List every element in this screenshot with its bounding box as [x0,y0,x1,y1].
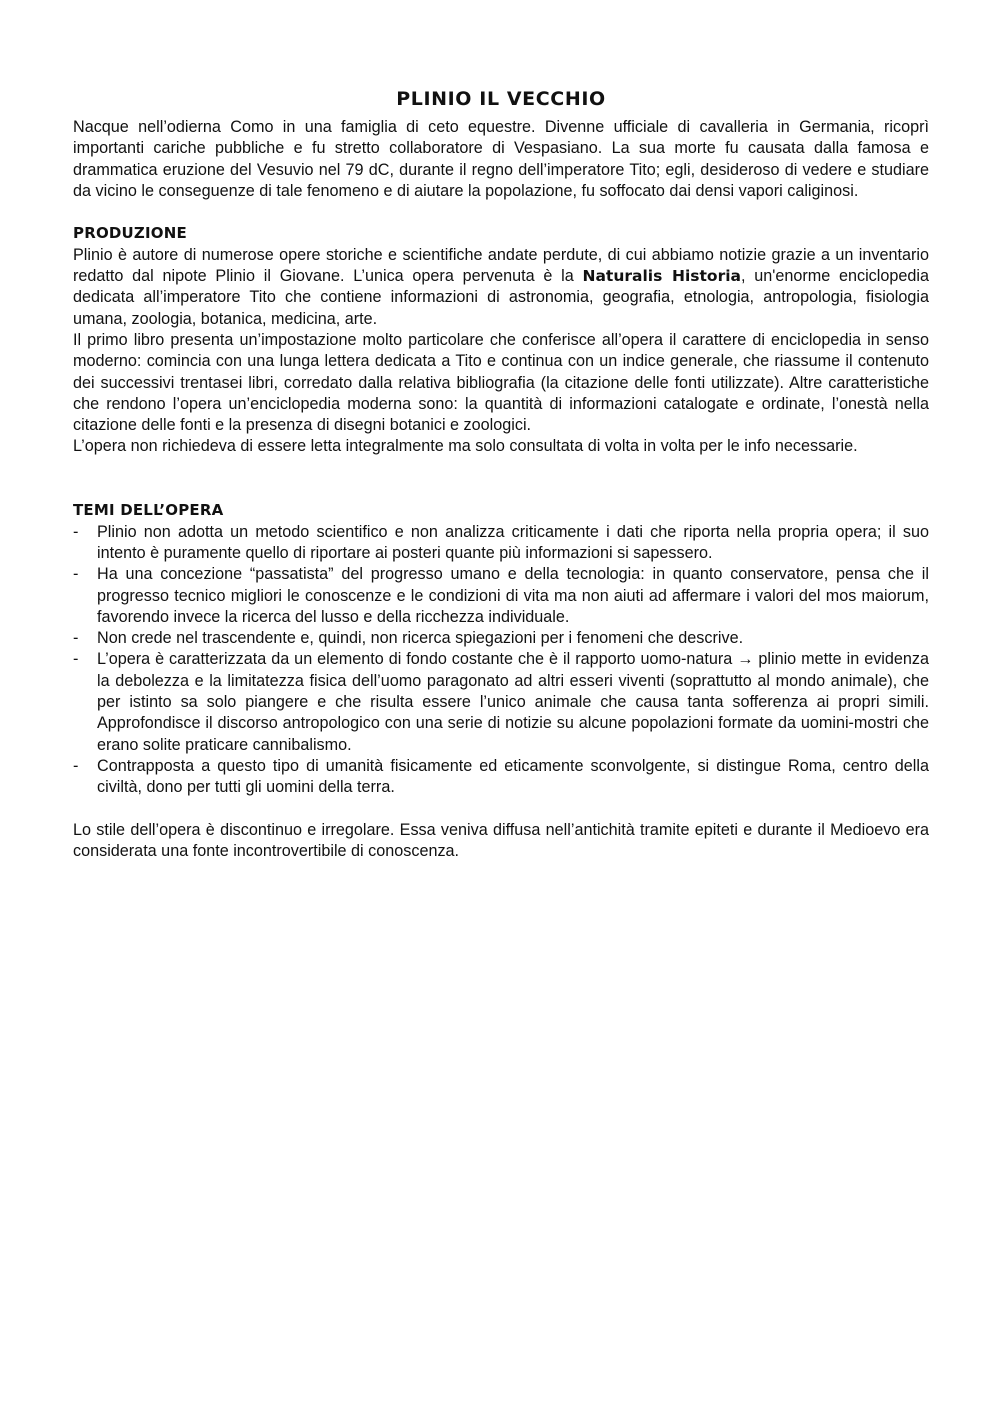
conclusion-paragraph: Lo stile dell’opera è discontinuo e irregolare. Essa veniva diffusa nell’antichità tramite epiteti e durante il Medioevo era considerata una fonte incontrovertibile di conoscenza. [73,820,929,861]
intro-paragraph: Nacque nell’odierna Como in una famiglia di ceto equestre. Divenne ufficiale di cavalleria in Germania, ricoprì importanti cariche pubbliche e fu stretto collaboratore di Vespasiano. La sua morte fu causata dalla famosa e drammatica eruzione del Vesuvio nel 79 dC, durante il regno dell’imperatore Tito; egli, desideroso di vedere e studiare da vicino le conseguenze di tale fenomeno e di aiutare la popolazione, fu soffocato dai densi vapori caliginosi. [73,118,929,200]
produzione-paragraph-2: Il primo libro presenta un’impostazione molto particolare che conferisce all’opera il carattere di enciclopedia in senso moderno: comincia con una lunga lettera dedicata a Tito e continua con un indice generale, che riassume il contenuto dei successivi trentasei libri, corredato dalla relativa bibliografia (la citazione delle fonti utilizzate). Altre caratteristiche che rendono l’opera un’enciclopedia moderna sono: la quantità di informazioni catalogate e ordinate, l’onestà nella citazione delle fonti e la presenza di disegni botanici e zoologici. [73,330,929,435]
list-item [73,522,929,565]
list-item-text: Contrapposta a questo tipo di umanità fisicamente ed eticamente sconvolgente, si distingue Roma, centro della civiltà, dono per tutti gli uomini della terra. [97,756,929,797]
work-title-naturalis-historia: Naturalis Historia [582,267,741,286]
list-item [73,649,929,755]
produzione-paragraph-1 [73,245,929,330]
produzione-text-after: , un'enorme enciclopedia dedicata all’imperatore Tito che contiene informazioni di astronomia, geografia, etnologia, antropologia, fisiologia umana, zoologia, botanica, medicina, arte. [73,267,929,328]
section-heading-temi: TEMI DELL’OPERA [73,501,224,520]
bullet-dash: - [73,629,79,648]
bullet-dash: - [73,565,79,584]
produzione-paragraph-3: L’opera non richiedeva di essere letta integralmente ma solo consultata di volta in volta per le info necessarie. [73,437,858,456]
spacer [73,799,929,820]
list-item-text: L’opera è caratterizzata da un elemento di fondo costante che è il rapporto uomo-natura → plinio mette in evidenza la debolezza e la limitatezza fisica dell’uomo paragonato ad altri esseri viventi (soprattutto al mondo animale), che per istinto sa solo piangere e che risulta essere l’unico animale che causa tanta sofferenza ai propri simili. Approfondisce il discorso antropologico con una serie di notizie su alcune popolazioni formate da uomini-mostri che erano solite praticare cannibalismo. [97,650,929,754]
bullet-dash: - [73,756,79,775]
list-item [73,756,929,799]
document-title: PLINIO IL VECCHIO [396,88,606,110]
temi-list [73,522,929,799]
list-item-text: Plinio non adotta un metodo scientifico e non analizza criticamente i dati che riporta nella propria opera; il suo intento è puramente quello di riportare ai posteri quante più informazioni si sapessero. [97,522,929,562]
list-item-text: Ha una concezione “passatista” del progresso umano e della tecnologia: in quanto conservatore, pensa che il progresso tecnico migliori le conoscenze e le condizioni di vita ma non aiuti ad affermare i valori del mos maiorum, favorendo invece la ricerca del lusso e della ricchezza individuale. [97,565,929,626]
list-item-text: Non crede nel trascendente e, quindi, non ricerca spiegazioni per i fenomeni che descrive. [97,629,744,648]
list-item [73,628,929,649]
document-page [73,86,929,862]
spacer [73,202,929,223]
list-item [73,564,929,628]
bullet-dash: - [73,650,79,669]
spacer [73,458,929,501]
section-heading-produzione: PRODUZIONE [73,224,187,243]
produzione-text-before: Plinio è autore di numerose opere storiche e scientifiche andate perdute, di cui abbiamo notizie grazie a un inventario redatto dal nipote Plinio il Giovane. L’unica opera pervenuta è la [73,245,929,286]
bullet-dash: - [73,522,79,541]
